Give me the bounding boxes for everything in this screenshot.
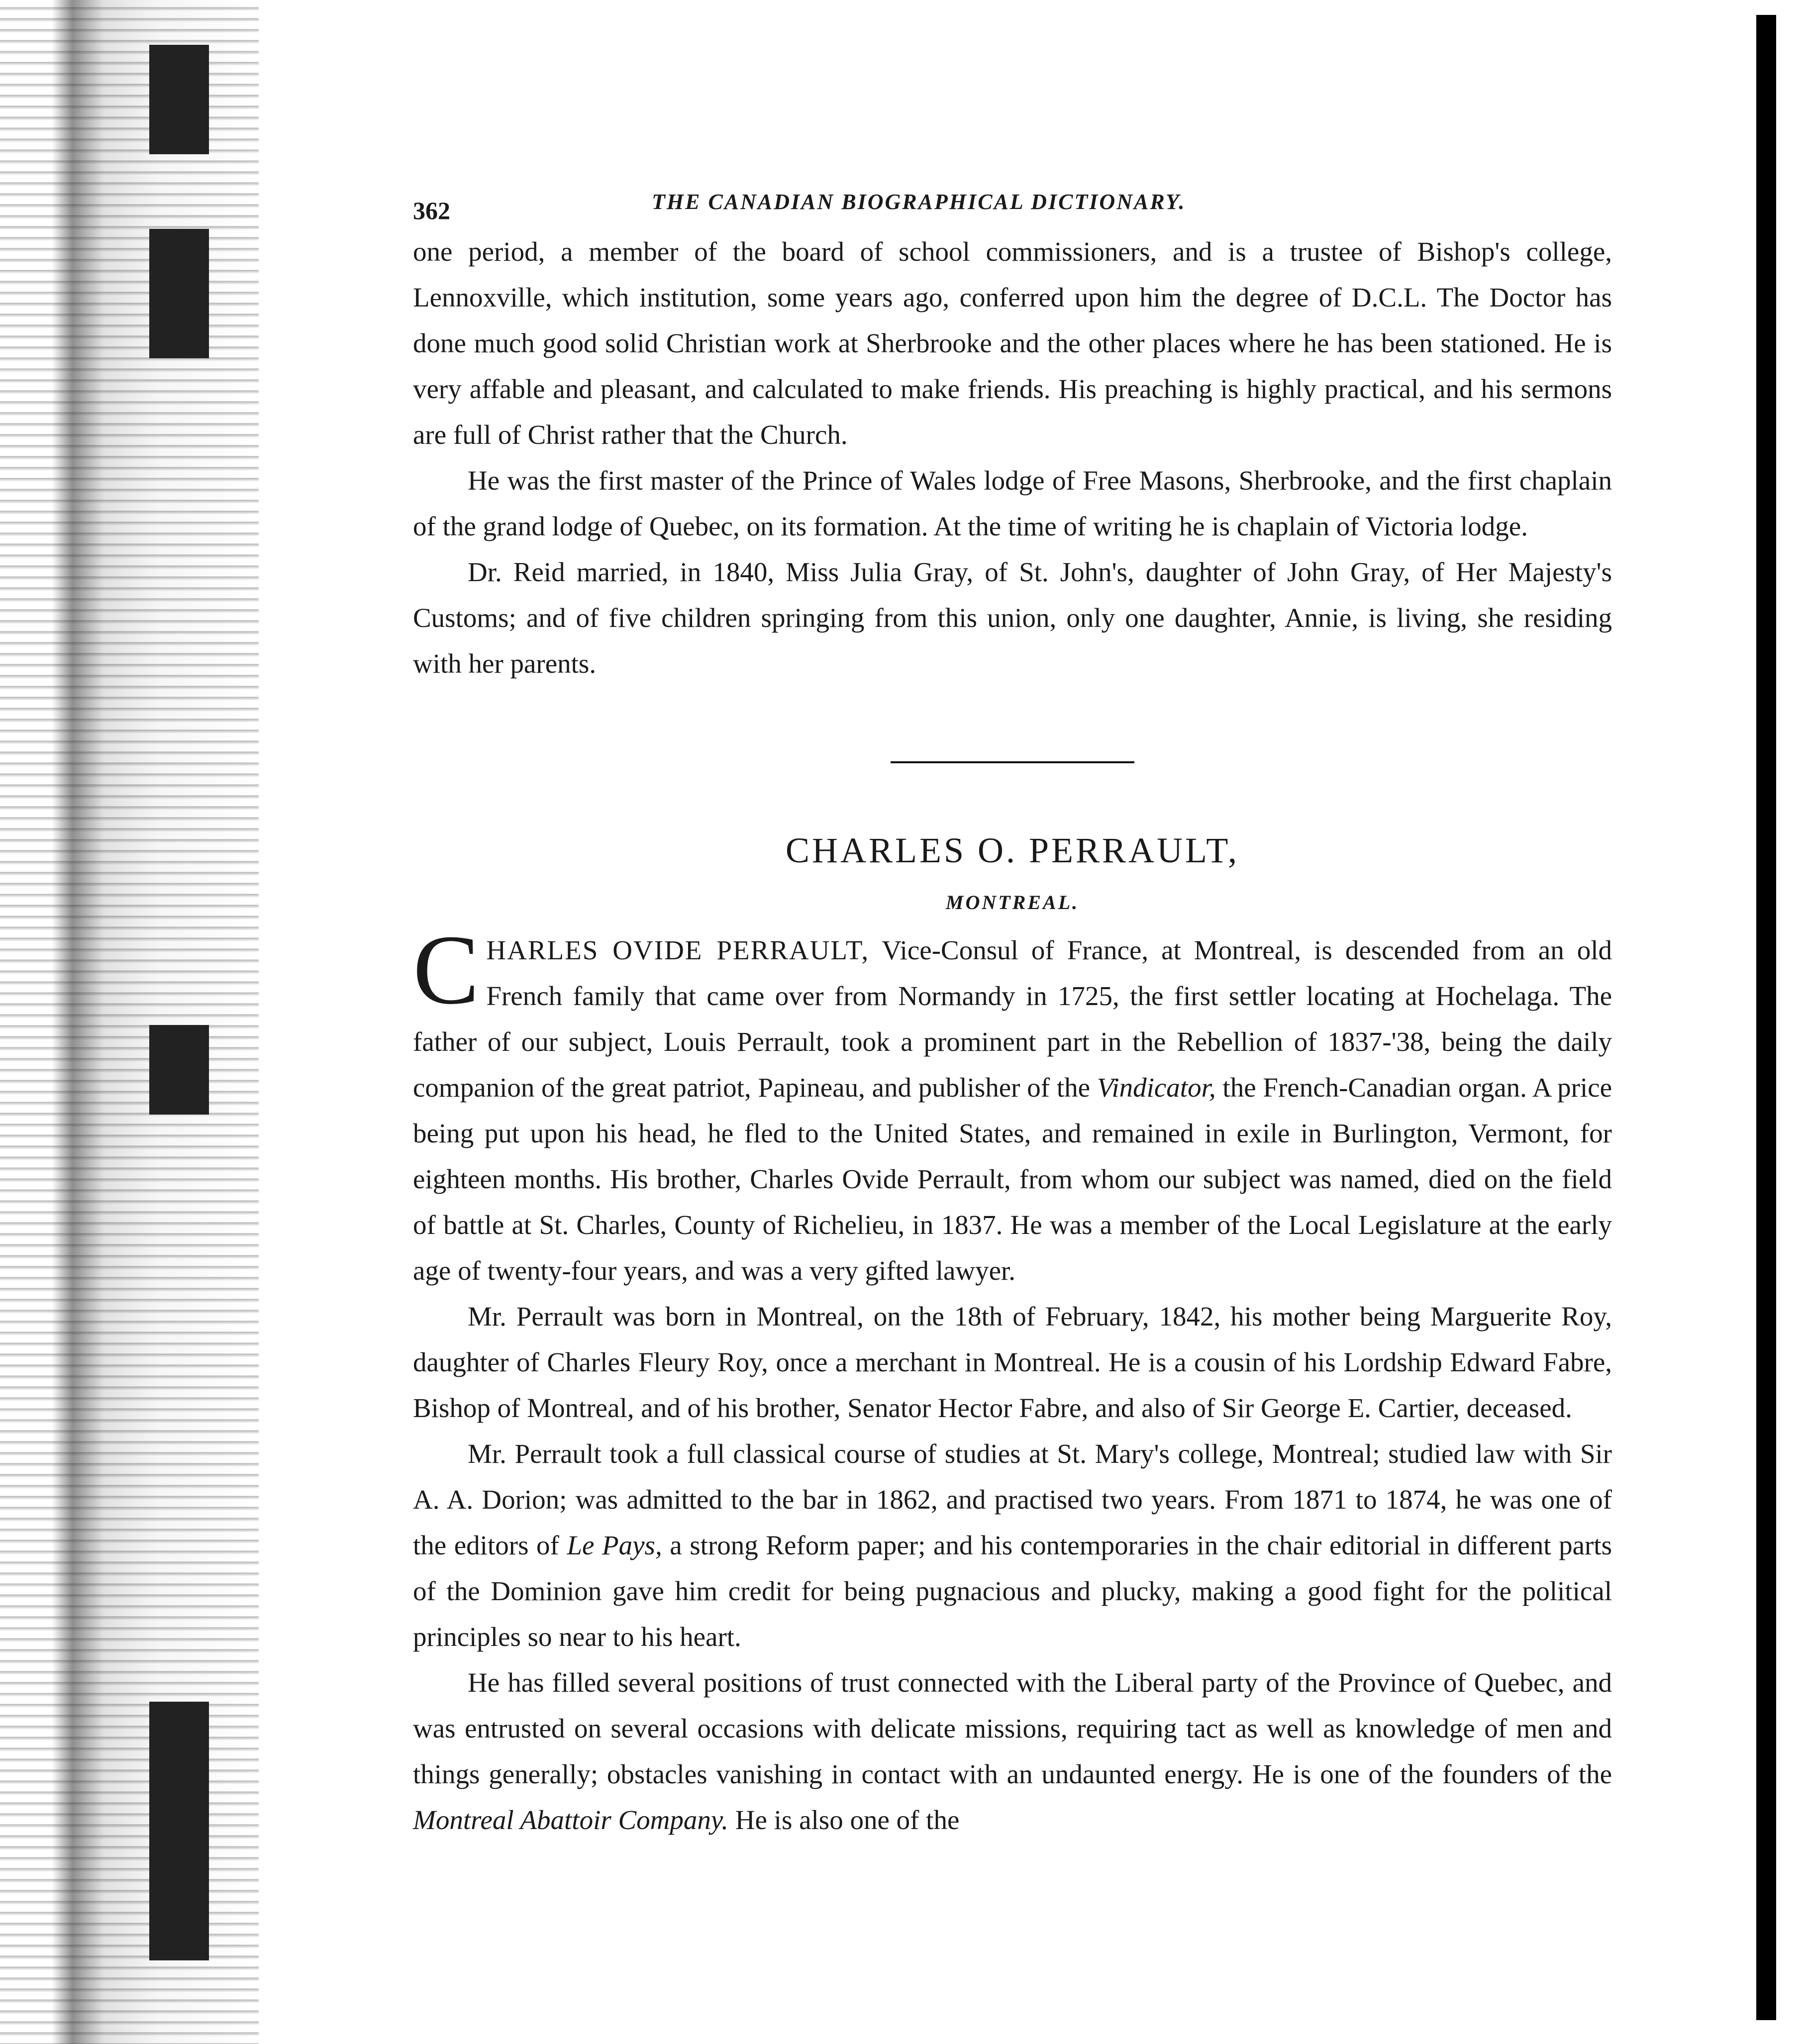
previous-entry-paragraph: He was the first master of the Prince of Wales lodge of Free Masons, Sherbrooke, and the first chaplain of the grand lodge of Quebec, on its formation. At the time of writing he is chaplain of Victoria lodge.	[413, 465, 1612, 541]
entry-paragraph	[413, 1431, 1612, 1660]
paragraph-text: the French-Canadian organ. A price being put upon his head, he fled to the United States, and remained in exile in Burlington, Vermont, for eighteen months. His brother, Charles Ovide Perrault, from whom our subject was named, died on the field of battle at St. Charles, County of Richelieu, in 1837. He was a member of the Local Legislature at the early age of twenty-four years, and was a very gifted lawyer.	[413, 1072, 1612, 1286]
entry-paragraph: Mr. Perrault was born in Montreal, on the 18th of February, 1842, his mother being Marguerite Roy, daughter of Charles Fleury Roy, once a merchant in Montreal. He is a cousin of his Lordship Edward Fabre, Bishop of Montreal, and of his brother, Senator Hector Fabre, and also of Sir George E. Cartier, deceased.	[413, 1301, 1612, 1423]
entry-paragraph	[413, 1660, 1612, 1843]
paragraph-text: Vice-Consul of France, at Montreal, is descended from an old French family that came over from Normandy in 1725, the first settler locating at Hochelaga. The father of our subject, Louis Perrault, took a prominent part in the Rebellion of 1837-'38, being the daily companion of the great patriot, Papineau, and publisher of the	[413, 935, 1612, 1103]
entry-place: MONTREAL.	[945, 891, 1080, 914]
previous-entry-paragraph: Dr. Reid married, in 1840, Miss Julia Gray, of St. John's, daughter of John Gray, of Her Majesty's Customs; and of five children springing from this union, only one daughter, Annie, is living, she residing with her parents.	[413, 557, 1612, 679]
entry-paragraph	[413, 915, 1612, 1294]
paragraph-text: a strong Reform paper; and his contemporaries in the chair editorial in different parts of the Dominion gave him credit for being pugnacious and plucky, making a good fight for the political principles so near to his heart.	[413, 1530, 1612, 1652]
book-page	[413, 179, 1612, 1843]
lead-caps-name: HARLES OVIDE PERRAULT,	[486, 935, 870, 965]
section-divider	[891, 761, 1134, 763]
running-title: THE CANADIAN BIOGRAPHICAL DICTIONARY.	[652, 190, 1186, 214]
paragraph-text: Mr. Perrault took a full classical course of studies at St. Mary's college, Montreal; studied law with Sir A. A. Dorion; was admitted to the bar in 1862, and practised two years. From 1871 to 1874, he was one of the editors of	[413, 1438, 1612, 1560]
previous-entry-paragraph: one period, a member of the board of school commissioners, and is a trustee of Bishop's college, Lennoxville, which institution, some years ago, conferred upon him the degree of D.C.L. The Doctor has done much good solid Christian work at Sherbrooke and the other places where he has been stationed. He is very affable and pleasant, and calculated to make friends. His preaching is highly practical, and his sermons are full of Christ rather that the Church.	[413, 236, 1612, 450]
italic-title: Le Pays,	[567, 1530, 662, 1560]
page-number: 362	[413, 197, 450, 224]
scan-artifact-stripe	[149, 45, 209, 154]
paragraph-text: He is also one of the	[728, 1805, 960, 1835]
entry-title: CHARLES O. PERRAULT,	[785, 830, 1240, 870]
drop-cap: C	[413, 915, 480, 1025]
italic-title: Montreal Abattoir Company.	[413, 1805, 729, 1835]
paragraph-text: He has filled several positions of trust connected with the Liberal party of the Province of Quebec, and was entrusted on several occasions with delicate missions, requiring tact as well as knowledge of men and things generally; obstacles vanishing in contact with an undaunted energy. He is one of the founders of the	[413, 1667, 1612, 1789]
scan-artifact-right-bar	[1756, 15, 1776, 2020]
running-head	[413, 179, 1612, 229]
scan-artifact-stripe	[149, 1025, 209, 1115]
italic-title: Vindicator,	[1097, 1072, 1216, 1103]
scan-artifact-stripe	[149, 1702, 209, 1960]
scan-artifact-left	[0, 0, 259, 2044]
scan-artifact-stripe	[149, 229, 209, 358]
